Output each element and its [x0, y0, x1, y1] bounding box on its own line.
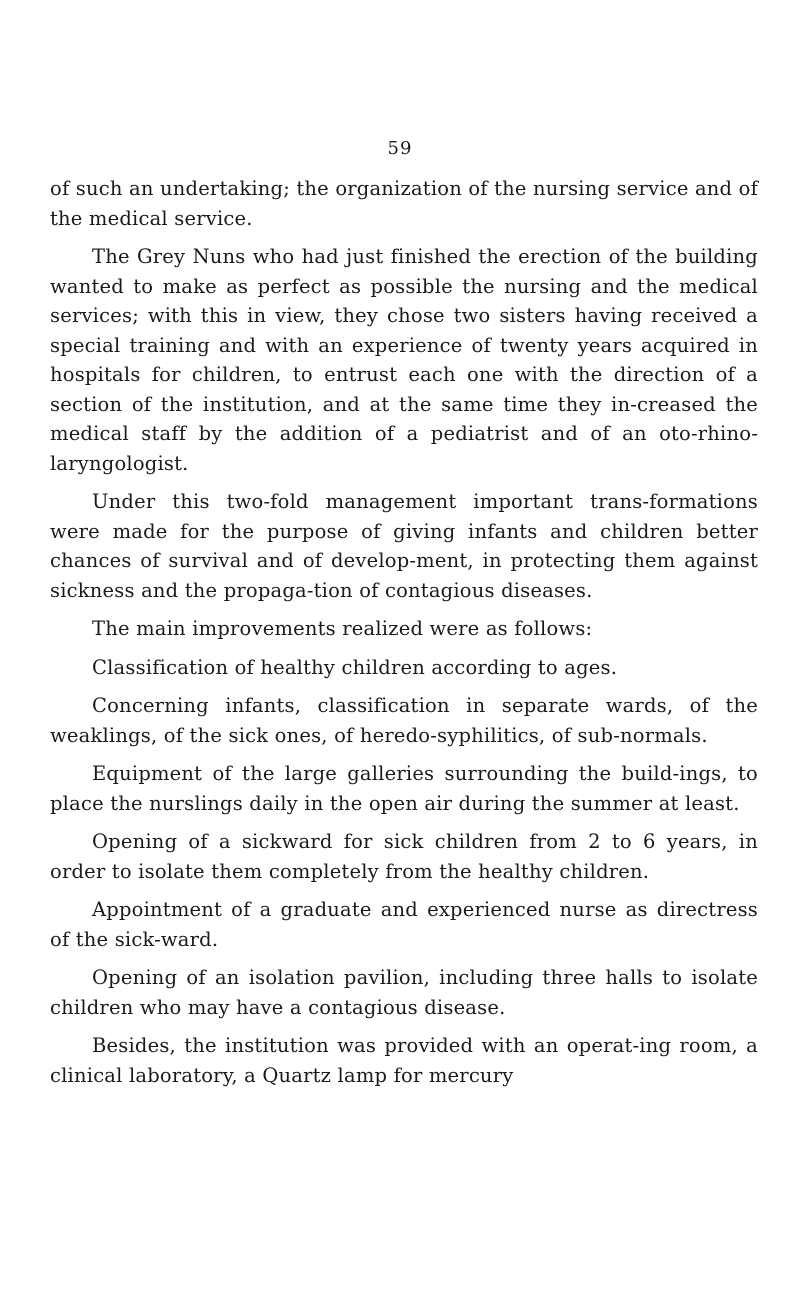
paragraph-grey-nuns: The Grey Nuns who had just finished the erection of the building wanted to make as perfect as possible the nursing and the medical services; with this in view, they chose two sisters having received a special training and with an experience of twenty years acquired in hospitals for children, to entrust each one with the direction of a section of the institution, and at the same time they in-creased the medical staff by the addition of a pediatrist and of an oto-rhino-laryngologist.	[50, 245, 758, 475]
paragraph-two-fold-management: Under this two-fold management important trans-formations were made for the purpose of giving infants and children better chances of survival and of develop-ment, in protecting them against sickness and the propaga-tion of contagious diseases.	[50, 490, 758, 602]
paragraph-galleries: Equipment of the large galleries surrounding the build-ings, to place the nurslings daily in the open air during the summer at least.	[50, 762, 758, 815]
paragraph-infants: Concerning infants, classification in separate wards, of the weaklings, of the sick ones, of heredo-syphilitics, of sub-normals.	[50, 694, 758, 747]
paragraph-classification: Classification of healthy children according to ages.	[92, 655, 618, 679]
paragraph-continuation: of such an undertaking; the organization of the nursing service and of the medical service.	[50, 177, 758, 230]
paragraph-sickward: Opening of a sickward for sick children from 2 to 6 years, in order to isolate them completely from the healthy children.	[50, 830, 758, 883]
paragraph-isolation-pavilion: Opening of an isolation pavilion, including three halls to isolate children who may have a contagious disease.	[50, 966, 758, 1019]
paragraph-appointment: Appointment of a graduate and experienced nurse as directress of the sick-ward.	[50, 898, 758, 951]
page-number: 59	[387, 138, 413, 159]
paragraph-improvements-intro: The main improvements realized were as follows:	[92, 617, 593, 640]
body-text	[50, 174, 758, 1099]
paragraph-operating-room: Besides, the institution was provided with an operat-ing room, a clinical laboratory, a Quartz lamp for mercury	[50, 1034, 758, 1087]
